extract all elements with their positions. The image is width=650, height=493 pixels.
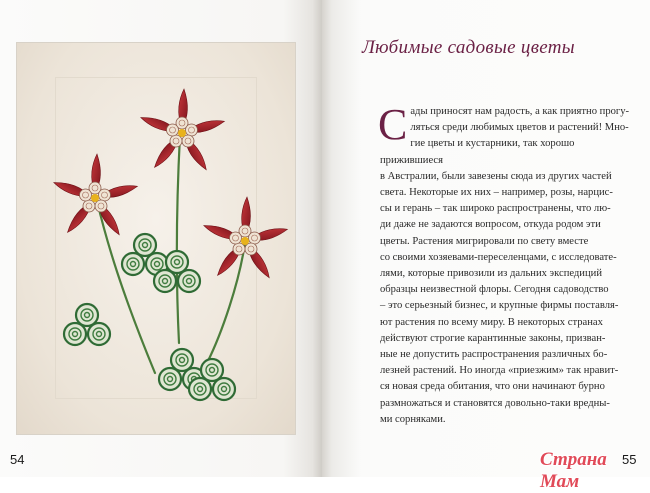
body-line: ди даже не задаются вопросом, откуда родом эти: [380, 219, 601, 231]
body-line: сы и герань – так широко распространены, что лю-: [380, 203, 611, 215]
body-line: гие цветы и кустарники, так хорошо прижившиеся: [380, 138, 575, 166]
body-line: со своими хозяевами-переселенцами, с исследовате-: [380, 251, 617, 263]
body-line: ные не допустить распространения различных бо-: [380, 349, 608, 361]
quilled-flowers-illustration: [17, 43, 295, 434]
body-line: действуют строгие карантинные законы, призван-: [380, 332, 606, 344]
chapter-title: Любимые садовые цветы: [362, 37, 575, 58]
quilling-flowers-photo: [17, 43, 295, 434]
page-number-left: 54: [10, 452, 25, 467]
body-line: света. Некоторые их них – например, розы, нарцис-: [380, 187, 613, 199]
site-watermark: Страна Мам: [540, 449, 607, 492]
body-text: [378, 100, 632, 428]
body-line: лями, которые привозили из дальних экспедиций: [380, 268, 602, 280]
left-page: [0, 0, 322, 477]
page-number-right: 55: [622, 452, 637, 467]
body-line: в Австралии, были завезены сюда из других частей: [380, 170, 612, 182]
body-line: лезней растений. Но иногда «приезжим» так нравит-: [380, 365, 619, 377]
dropcap-letter: С: [378, 100, 408, 149]
body-line: ся новая среда обитания, что они начинают бурно: [380, 381, 605, 393]
body-line: – это серьезный бизнес, и крупные фирмы поставля-: [380, 300, 619, 312]
body-line: ми сорняками.: [380, 413, 446, 425]
body-line: цветы. Растения мигрировали по свету вместе: [380, 235, 589, 247]
body-line: ют растения по всему миру. В некоторых странах: [380, 316, 603, 328]
body-line: образцы неизвестной флоры. Сегодня садоводство: [380, 284, 609, 296]
body-line: ляться среди любимых цветов и растений! Мно-: [410, 122, 629, 134]
body-line: размножаться и становятся довольно-таки вредны-: [380, 397, 610, 409]
body-line: ады приносят нам радость, а как приятно прогу-: [410, 106, 630, 117]
